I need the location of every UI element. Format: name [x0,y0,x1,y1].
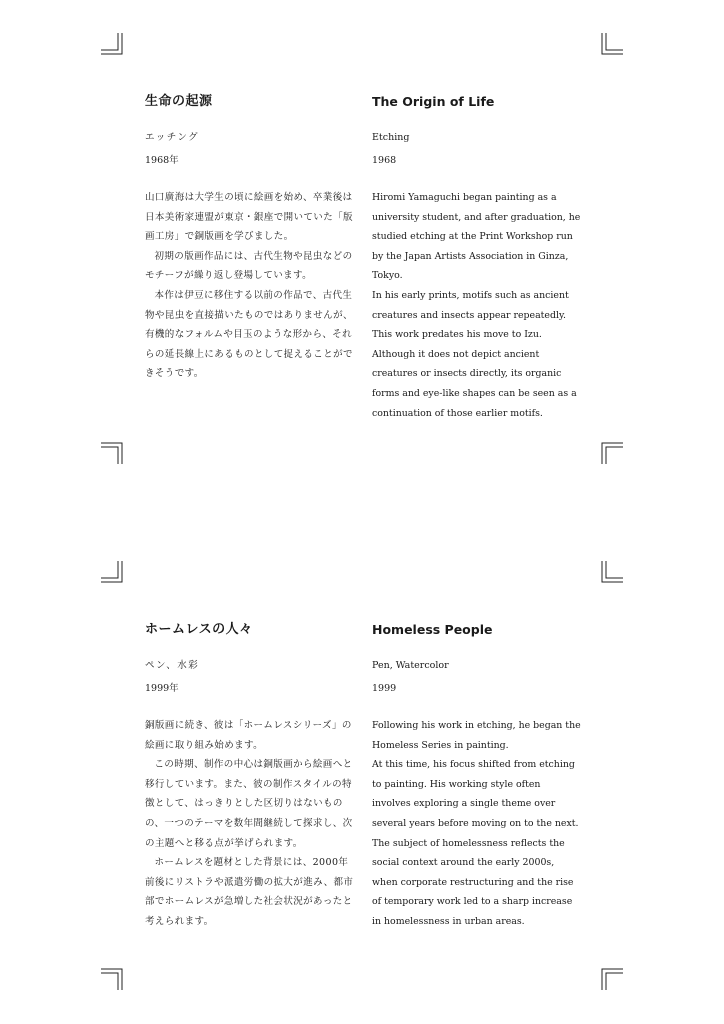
artwork-description-ja [145,188,357,384]
crop-mark-top-left [101,33,125,57]
crop-mark-mid-right-1 [599,440,623,464]
label-card-en-origin-of-life [372,93,582,423]
artwork-title-en: Homeless People [372,622,493,637]
artwork-year-ja: 1999年 [145,683,179,694]
crop-mark-bottom-left [101,966,125,990]
artwork-year-ja: 1968年 [145,155,179,166]
artwork-title-en: The Origin of Life [372,94,495,109]
artwork-year-en: 1968 [372,155,397,166]
artwork-medium-ja: エッチング [145,132,200,143]
description-paragraph: Following his work in etching, he began the Homeless Series in painting. [372,720,581,751]
description-paragraph: This work predates his move to Izu. Although it does not depict ancient creatures or insects directly, its organic forms and eye-like shapes can be seen as a continuation of those earlier motifs. [372,329,577,419]
crop-mark-bottom-right [599,966,623,990]
description-paragraph: The subject of homelessness reflects the social context around the early 2000s, when corporate restructuring and the rise of temporary work led to a sharp increase in homelessness in urban areas. [372,837,574,927]
label-card-en-homeless-people [372,621,582,932]
artwork-description-ja [145,716,357,932]
label-card-ja-origin-of-life [145,93,357,384]
crop-mark-mid-left-2 [101,561,125,585]
description-paragraph: Hiromi Yamaguchi began painting as a university student, and after graduation, he studied etching at the Print Workshop run by the Japan Artists Association in Ginza, Tokyo. [372,192,581,282]
artwork-description-en [372,188,582,423]
description-paragraph: この時期、制作の中心は銅版画から絵画へと移行しています。また、彼の制作スタイルの特徴として、はっきりとした区切りはないものの、一つのテーマを数年間継続して探求し、次の主題へと移る点が挙げられます。 [145,759,353,849]
description-paragraph: 銅版画に続き、彼は「ホームレスシリーズ」の絵画に取り組み始めます。 [145,720,352,751]
crop-mark-mid-left-1 [101,440,125,464]
description-paragraph: In his early prints, motifs such as ancient creatures and insects appear repeatedly. [372,289,569,321]
description-paragraph: At this time, his focus shifted from etching to painting. His working style often involves exploring a single theme over several years before moving on to the next. [372,759,579,829]
artwork-medium-ja: ペン、水彩 [145,660,200,671]
description-paragraph: 初期の版画作品には、古代生物や昆虫などのモチーフが繰り返し登場しています。 [145,250,353,282]
description-paragraph: 本作は伊豆に移住する以前の作品で、古代生物や昆虫を直接描いたものではありませんが、有機的なフォルムや目玉のような形から、それらの延長線上にあるものとして捉えることができそうです。 [145,289,353,380]
label-card-ja-homeless-people [145,621,357,932]
artwork-title-ja: 生命の起源 [145,94,213,109]
crop-mark-top-right [599,33,623,57]
crop-mark-mid-right-2 [599,561,623,585]
artwork-title-ja: ホームレスの人々 [145,622,253,637]
artwork-medium-en: Etching [372,132,410,143]
description-paragraph: 山口廣海は大学生の頃に絵画を始め、卒業後は日本美術家連盟が東京・銀座で開いていた「版画工房」で銅版画を学びました。 [145,192,353,243]
description-paragraph: ホームレスを題材とした背景には、2000年前後にリストラや派遣労働の拡大が進み、都市部でホームレスが急増した社会状況があったと考えられます。 [145,857,354,927]
artwork-year-en: 1999 [372,683,397,694]
artwork-description-en [372,716,582,932]
artwork-medium-en: Pen, Watercolor [372,660,449,671]
